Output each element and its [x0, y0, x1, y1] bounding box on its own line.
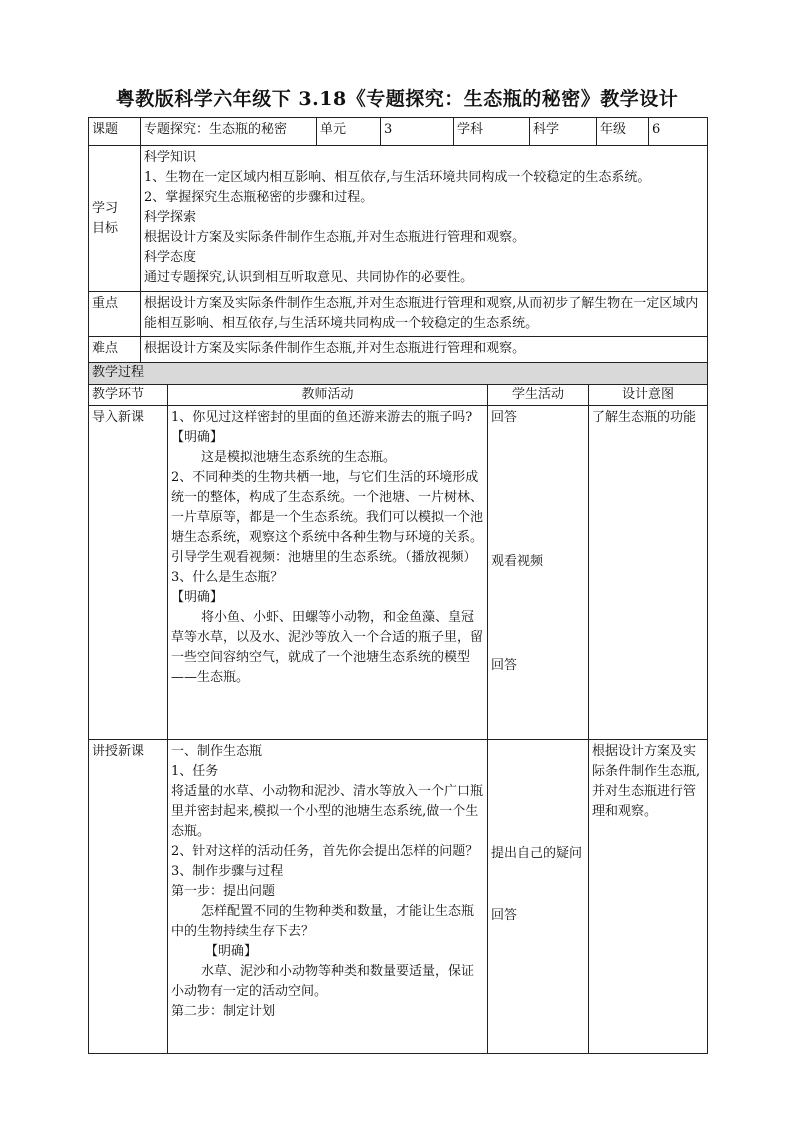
subject-value: 科学 [530, 118, 597, 146]
goals-line: 2、掌握探究生态瓶秘密的步骤和过程。 [144, 190, 374, 205]
document-title: 粤教版科学六年级下 3.18《专题探究：生态瓶的秘密》教学设计 [115, 88, 679, 110]
difficulty-label: 难点 [89, 337, 141, 365]
topic-label: 课题 [89, 118, 141, 146]
unit-value: 3 [381, 118, 454, 146]
grade-value: 6 [649, 118, 708, 146]
goals-line: 通过专题探究,认识到相互听取意见、共同协作的必要性。 [144, 270, 474, 285]
header-student: 学生活动 [488, 385, 589, 406]
header-teacher: 教师活动 [168, 385, 488, 406]
intro-teacher: 1、你见过这样密封的里面的鱼还游来游去的瓶子吗? 【明确】 这是模拟池塘生态系统的生态瓶。 2、不同种类的生物共栖一地，与它们生活的环境形成统一的整体，构成了生态系统。一个池塘、一片树林、一片草原等，都是一个生态系统。我们可以模拟一个池塘生态系统，观察这个系统中各种生物与环境的关系。引导学生观看视频：池塘里的生态系统。（播放视频） 3、什么是生态瓶？ 【明确】 将小鱼、小虾、田螺等小动物，和金鱼藻、皇冠草等水草，以及水、泥沙等放入一个合适的瓶子里，留一些空间容纳空气，就成了一个池塘生态系统的模型——生态瓶。 [168, 406, 488, 740]
goals-label: 学习 目标 [89, 146, 141, 292]
intro-intent: 了解生态瓶的功能 [589, 406, 708, 740]
lesson-student: 提出自己的疑问 回答 [488, 740, 589, 1054]
goals-content [141, 146, 708, 292]
goals-line: 1、生物在一定区域内相互影响、相互依存,与生活环境共同构成一个较稳定的生态系统。 [144, 170, 651, 185]
goals-line: 科学探索 [144, 210, 197, 225]
header-intent: 设计意图 [589, 385, 708, 406]
header-stage: 教学环节 [89, 385, 168, 406]
goals-line: 根据设计方案及实际条件制作生态瓶,并对生态瓶进行管理和观察。 [144, 230, 526, 245]
difficulty-text: 根据设计方案及实际条件制作生态瓶,并对生态瓶进行管理和观察。 [141, 337, 708, 365]
intro-stage: 导入新课 [89, 406, 168, 740]
process-table [88, 362, 708, 1054]
key-point-label: 重点 [89, 292, 141, 337]
grade-label: 年级 [597, 118, 649, 146]
topic-value: 专题探究：生态瓶的秘密 [141, 118, 317, 146]
process-section-label: 教学过程 [89, 363, 708, 385]
lesson-stage: 讲授新课 [89, 740, 168, 1054]
unit-label: 单元 [317, 118, 381, 146]
lesson-intent: 根据设计方案及实际条件制作生态瓶,并对生态瓶进行管理和观察。 [589, 740, 708, 1054]
subject-label: 学科 [454, 118, 530, 146]
goals-line: 科学知识 [144, 150, 197, 165]
key-point-text: 根据设计方案及实际条件制作生态瓶,并对生态瓶进行管理和观察,从而初步了解生物在一定区域内能相互影响、相互依存,与生活环境共同构成一个较稳定的生态系统。 [141, 292, 708, 337]
lesson-teacher: 一、制作生态瓶 1、任务 将适量的水草、小动物和泥沙、清水等放入一个广口瓶里并密封起来,模拟一个小型的池塘生态系统,做一个生态瓶。 2、针对这样的活动任务，首先你会提出怎样的问题？ 3、制作步骤与过程 第一步：提出问题 怎样配置不同的生物种类和数量，才能让生态瓶中的生物持续生存下去？ 【明确】 水草、泥沙和小动物等种类和数量要适量，保证小动物有一定的活动空间。 第二步：制定计划 [168, 740, 488, 1054]
intro-student: 回答 观看视频 回答 [488, 406, 589, 740]
info-table [88, 117, 708, 365]
goals-line: 科学态度 [144, 250, 197, 265]
